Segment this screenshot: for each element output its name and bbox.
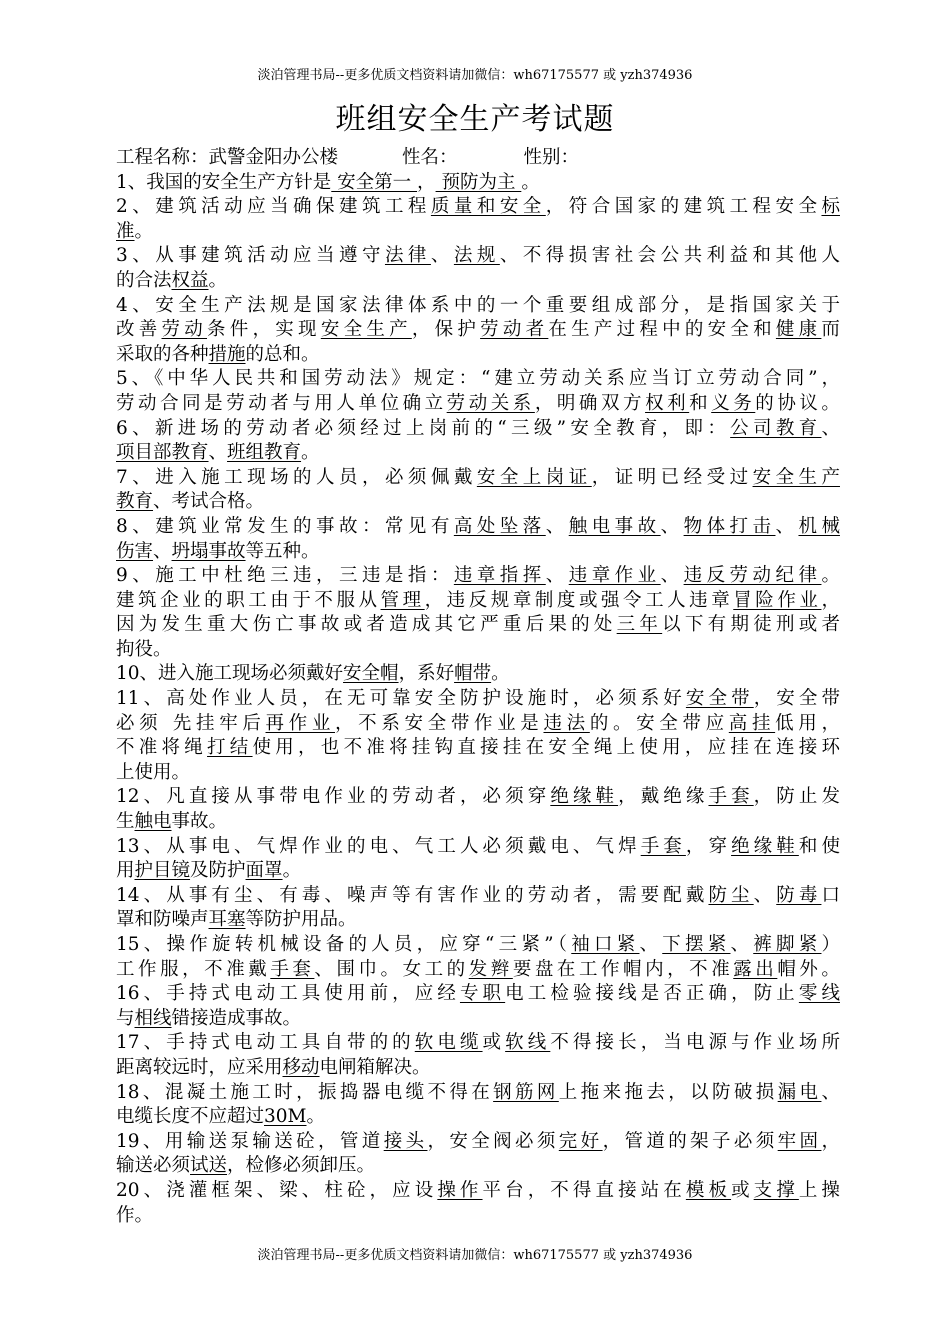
answer-text: 伤害	[116, 540, 154, 562]
answer-text: 防毒	[776, 884, 822, 906]
question-line	[116, 761, 840, 786]
question-line	[116, 638, 840, 663]
question-text: 。	[491, 663, 510, 685]
question-text: 事故。	[171, 811, 228, 833]
question-text: 使用，也不准将挂钩直接挂在安全绳上使用，应挂在连接环	[252, 737, 840, 759]
question-text: 改善	[116, 319, 162, 341]
answer-text: 安全生产	[752, 466, 840, 488]
question-line	[116, 810, 840, 835]
question-line	[116, 1007, 840, 1032]
question-text: 9、施工中杜绝三违，三违是指：	[116, 565, 454, 587]
question-line	[116, 466, 840, 491]
answer-text: 模板	[685, 1179, 732, 1201]
question-line	[116, 392, 840, 417]
question-text: 生	[116, 811, 135, 833]
answer-text: 操作	[437, 1179, 483, 1201]
question-line	[116, 515, 840, 540]
answer-text: 公司教育	[730, 417, 822, 439]
question-text: 作。	[116, 1204, 154, 1226]
question-text: 上使用。	[116, 761, 191, 783]
answer-text: 劳动	[161, 319, 208, 341]
answer-text: 标	[821, 196, 840, 218]
answer-text: 权益	[171, 269, 209, 291]
name-field-label: 性名：	[402, 147, 458, 168]
exam-content	[116, 146, 840, 1228]
question-text: 17、手持式电动工具自带的的	[116, 1032, 415, 1054]
answer-text: 绝缘鞋	[731, 835, 799, 857]
question-line	[116, 1056, 840, 1081]
question-text: 、	[660, 515, 684, 537]
page-title: 班组安全生产考试题	[335, 102, 615, 137]
answer-text: 措施	[208, 343, 246, 365]
question-text: 或	[731, 1179, 754, 1201]
answer-text: 劳动关系	[446, 392, 535, 414]
question-line	[116, 490, 840, 515]
question-line	[116, 1130, 840, 1155]
question-text: 上拖来拖去，以防破损	[558, 1081, 778, 1103]
question-line	[116, 835, 840, 860]
question-text: ）	[821, 934, 840, 955]
question-text: 、	[660, 565, 684, 587]
question-text: 4、安全生产法规是国家法律体系中的一个重要组成部分，是指国家关于	[116, 294, 840, 316]
answer-text: 物体打击	[683, 515, 776, 537]
question-text: 3、从事建筑活动应当遵守	[116, 245, 385, 267]
answer-text: 三年	[616, 614, 663, 636]
answer-text: 法规	[453, 245, 500, 267]
answer-text: 违反劳动纪律	[683, 565, 822, 587]
question-text: 平台，不得直接站在	[482, 1179, 686, 1201]
question-text: ，	[417, 171, 436, 193]
question-text: 电缆长度不应超过	[116, 1106, 265, 1128]
question-line	[116, 269, 840, 294]
question-text: 帽外。	[777, 958, 840, 980]
question-text: 、	[821, 1081, 840, 1103]
page-footer: 淡泊管理书局--更多优质文档资料请加微信：wh67175577 或 yzh374936	[257, 1248, 693, 1263]
answer-text: 下摆紧	[662, 934, 731, 955]
question-text: 距离较远时，应采用	[116, 1056, 283, 1078]
info-line	[116, 146, 840, 171]
answer-text: 耳塞	[208, 909, 246, 931]
question-line	[116, 884, 840, 909]
answer-text: 软线	[505, 1032, 551, 1054]
question-text: 不得接长，当电源与作业场所	[550, 1032, 840, 1054]
question-text: 、	[430, 245, 454, 267]
answer-text: 劳动者	[480, 319, 549, 341]
question-text: 劳动合同是劳动者与用人单位确立	[116, 392, 447, 414]
answer-text: 触电事故	[568, 515, 661, 537]
answer-text: 教育	[116, 491, 154, 513]
question-text: 7、进入施工现场的人员，必须佩戴	[116, 466, 477, 488]
question-text: 电工检验接线是否正确，防止	[505, 983, 799, 1005]
question-text: 、	[208, 442, 228, 464]
question-text: ，系好	[398, 663, 455, 685]
question-text: ，	[821, 1130, 840, 1152]
question-text: 的总和。	[245, 343, 320, 365]
question-line	[116, 1204, 840, 1229]
question-text: 等防护用品。	[245, 909, 357, 931]
question-text: ，符合国家的建筑工程安全	[545, 196, 822, 218]
answer-text: 违法	[543, 712, 590, 734]
answer-text: 完好	[558, 1130, 603, 1152]
answer-text: 帽带	[454, 663, 492, 685]
question-text: 上操	[798, 1179, 840, 1201]
question-text: 8、建筑业常发生的事故：常见有	[116, 515, 454, 537]
question-text: ，检修必须卸压。	[227, 1155, 376, 1177]
question-text: 及防护	[190, 860, 246, 882]
question-text: 20、浇灌框架、梁、柱砼，应设	[116, 1179, 438, 1201]
answer-text: 相线	[134, 1007, 172, 1029]
answer-text: 接头	[383, 1130, 428, 1152]
question-text: 拘役。	[116, 638, 172, 660]
answer-text: 安全上岗证	[476, 466, 592, 488]
question-text: ，违反规章制度或强令工人违章	[424, 589, 734, 611]
answer-text: 软电缆	[414, 1032, 483, 1054]
question-text: ，明确双方	[534, 392, 646, 414]
question-text: 或	[482, 1032, 506, 1054]
answer-text: 手套	[270, 958, 315, 980]
question-text: 错接造成事故。	[171, 1007, 302, 1029]
question-text: 、围巾。女工的	[314, 958, 469, 980]
answer-text: 安全第一	[331, 171, 418, 193]
question-text: 2、建筑活动应当确保建筑工程	[116, 196, 431, 218]
answer-text: 项目部教育	[116, 442, 209, 464]
answer-text: 高挂	[728, 712, 776, 734]
question-text: 、	[545, 515, 569, 537]
answer-text: 牢固	[777, 1130, 822, 1152]
answer-text: 机械	[798, 515, 840, 537]
question-text: 、	[821, 417, 840, 439]
question-text: 16、手持式电动工具使用前，应经	[116, 983, 460, 1005]
question-text: 13、从事电、气焊作业的电、气工人必须戴电、气焊	[116, 835, 641, 857]
answer-text: 支撑	[753, 1179, 799, 1201]
answer-text: 裤脚紧	[753, 934, 822, 955]
question-text: 。	[282, 860, 302, 882]
question-text: 要盘在工作帽内，不准	[512, 958, 734, 980]
question-line	[116, 343, 840, 368]
question-text: ，戴绝缘	[618, 786, 709, 808]
question-line	[116, 195, 840, 220]
answer-text: 义务	[711, 392, 756, 414]
question-text: 工作服，不准戴	[116, 958, 271, 980]
gender-field-label: 性别：	[523, 147, 580, 168]
question-line	[116, 564, 840, 589]
question-line	[116, 540, 840, 565]
question-text: ，安全带	[753, 688, 840, 710]
question-line	[116, 367, 840, 392]
question-text: ，证明已经受过	[591, 466, 753, 488]
question-text: 电闸箱解决。	[319, 1056, 431, 1078]
question-line	[116, 712, 840, 737]
question-line	[116, 318, 840, 343]
question-text: 12、凡直接从事带电作业的劳动者，必须穿	[116, 786, 551, 808]
question-text: 、	[730, 934, 754, 955]
project-name: 工程名称：武警金阳办公楼	[116, 147, 339, 168]
question-line	[116, 982, 840, 1007]
question-text: 18、混凝土施工时，振捣器电缆不得在	[116, 1081, 494, 1103]
question-text: 5、《中华人民共和国劳动法》规定：“建立劳动关系应当订立劳动合同”，	[116, 368, 840, 390]
answer-text: 安全生产	[320, 319, 412, 341]
question-text: 1、我国的安全生产方针是	[116, 171, 332, 193]
question-text: 、不得损害社会公共利益和其他人	[499, 245, 840, 267]
question-text: ，穿	[685, 835, 732, 857]
question-text: 和使	[798, 835, 840, 857]
answer-text: 冒险作业	[733, 589, 822, 611]
question-text: 在生产过程中的安全和	[548, 319, 776, 341]
question-text: 15、操作旋转机械设备的人员，应穿“三紧”（	[116, 934, 572, 955]
question-text: ，防止发	[753, 786, 840, 808]
question-line	[116, 736, 840, 761]
question-text: 的协议。	[755, 392, 840, 414]
question-text: 。	[821, 565, 840, 587]
answer-text: 管理	[380, 589, 425, 611]
question-text: 而	[821, 319, 840, 341]
question-text: ，保护	[411, 319, 481, 341]
question-text: 条件，实现	[207, 319, 321, 341]
answer-text: 再作业	[265, 712, 336, 734]
question-text: ，管道的架子必须	[602, 1130, 778, 1152]
question-text: 输送必须	[116, 1155, 191, 1177]
question-text: 和	[689, 392, 712, 414]
question-line	[116, 613, 840, 638]
question-line	[116, 1081, 840, 1106]
question-text: 低用，	[775, 712, 840, 734]
answer-text: 防尘	[708, 884, 754, 906]
question-list	[116, 171, 840, 1229]
question-line	[116, 294, 840, 319]
question-text: 罩和防噪声	[116, 909, 209, 931]
question-text: 6、新进场的劳动者必须经过上岗前的“三级”安全教育，即：	[116, 417, 731, 439]
question-text: 采取的各种	[116, 343, 209, 365]
answer-text: 违章作业	[568, 565, 661, 587]
answer-text: 预防为主	[435, 171, 522, 193]
question-text: 的。安全带应	[589, 712, 729, 734]
question-text: ，安全阀必须	[427, 1130, 559, 1152]
question-line	[116, 859, 840, 884]
answer-text: 手套	[640, 835, 686, 857]
question-text: 。	[134, 220, 154, 242]
answer-text: 权利	[645, 392, 690, 414]
question-text: 、	[639, 934, 663, 955]
answer-text: 发辫	[468, 958, 513, 980]
question-text: 11、高处作业人员，在无可靠安全防护设施时，必须系好	[116, 688, 686, 710]
question-line	[116, 933, 840, 958]
question-text: 与	[116, 1007, 135, 1029]
question-text: 建筑企业的职工由于不服从	[116, 589, 381, 611]
answer-text: 袖口紧	[571, 934, 640, 955]
answer-text: 质量和安全	[430, 196, 546, 218]
question-text: 口	[821, 884, 840, 906]
question-line	[116, 662, 840, 687]
question-line	[116, 417, 840, 442]
question-text: 19、用输送泵输送砼，管道	[116, 1130, 384, 1152]
question-line	[116, 441, 840, 466]
page-header: 淡泊管理书局--更多优质文档资料请加微信：wh67175577 或 yzh374936	[257, 68, 693, 83]
question-text: 因为发生重大伤亡事故或者造成其它严重后果的处	[116, 614, 617, 636]
question-text: 、考试合格。	[153, 491, 265, 513]
answer-text: 法律	[384, 245, 431, 267]
question-line	[116, 1154, 840, 1179]
question-line	[116, 908, 840, 933]
answer-text: 露出	[733, 958, 778, 980]
question-line	[116, 1105, 840, 1130]
question-text: 不准将绳	[116, 737, 208, 759]
answer-text: 违章指挥	[453, 565, 546, 587]
answer-text: 面罩	[245, 860, 283, 882]
question-text: 、	[775, 515, 799, 537]
question-text: ，不系安全带作业是	[335, 712, 544, 734]
question-text: 必须 先挂牢后	[116, 712, 266, 734]
answer-text: 30M	[264, 1106, 307, 1128]
question-line	[116, 171, 840, 196]
question-text: 、	[753, 884, 777, 906]
answer-text: 移动	[282, 1056, 320, 1078]
question-text: 、	[153, 540, 172, 562]
answer-text: 钢筋网	[493, 1081, 559, 1103]
answer-text: 试送	[190, 1155, 228, 1177]
question-text: ，	[821, 589, 840, 611]
question-text: 、	[545, 565, 569, 587]
question-line	[116, 244, 840, 269]
answer-text: 准	[116, 220, 135, 242]
answer-text: 手套	[708, 786, 754, 808]
question-text: 。	[301, 442, 320, 464]
question-text: 的合法	[116, 269, 172, 291]
answer-text: 漏电	[777, 1081, 822, 1103]
question-text: 。	[306, 1106, 326, 1128]
answer-text: 班组教育	[227, 442, 302, 464]
answer-text: 触电	[134, 811, 172, 833]
answer-text: 打结	[207, 737, 253, 759]
question-line	[116, 589, 840, 614]
question-line	[116, 220, 840, 245]
question-text: 14、从事有尘、有毒、噪声等有害作业的劳动者，需要配戴	[116, 884, 709, 906]
answer-text: 健康	[775, 319, 822, 341]
question-text: 以下有期徒刑或者	[662, 614, 840, 636]
question-text: 10、进入施工现场必须戴好	[116, 663, 344, 685]
question-text: 用	[116, 860, 135, 882]
answer-text: 安全帽	[343, 663, 399, 685]
question-text: 等五种。	[245, 540, 320, 562]
answer-text: 专职	[459, 983, 506, 1005]
question-line	[116, 1031, 840, 1056]
question-line	[116, 958, 840, 983]
answer-text: 护目镜	[134, 860, 191, 882]
answer-text: 安全带	[685, 688, 754, 710]
answer-text: 绝缘鞋	[550, 786, 619, 808]
question-line	[116, 785, 840, 810]
question-text: 。	[521, 171, 540, 193]
answer-text: 高处坠落	[453, 515, 546, 537]
question-text: 。	[208, 269, 228, 291]
answer-text: 坍塌事故	[171, 540, 246, 562]
question-line	[116, 1179, 840, 1204]
answer-text: 零线	[798, 983, 840, 1005]
question-line	[116, 687, 840, 712]
